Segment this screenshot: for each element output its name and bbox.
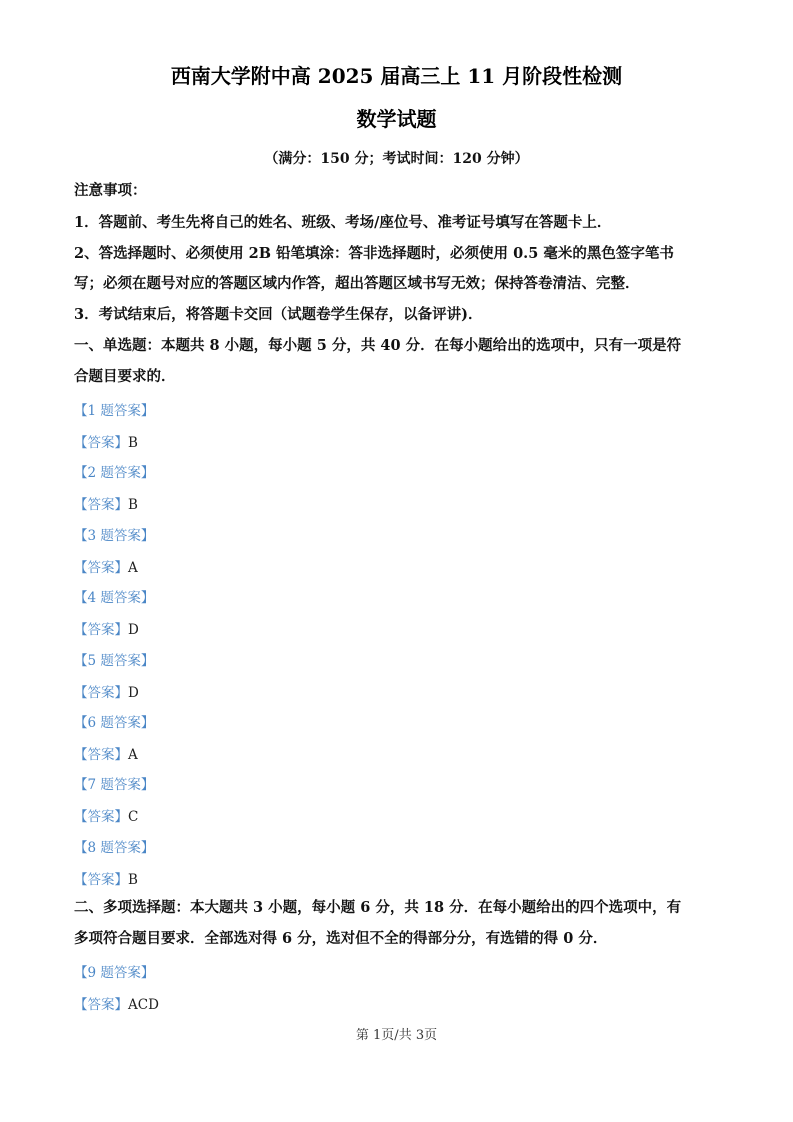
exam-title: 西南大学附中高 2025 届高三上 11 月阶段性检测: [170, 64, 623, 88]
question-label-8: 【8 题答案】: [74, 840, 155, 856]
question-label-9: 【9 题答案】: [74, 965, 155, 981]
answer-prefix: 【答案】: [74, 747, 128, 763]
exam-subject: 数学试题: [356, 107, 437, 131]
answer-prefix: 【答案】: [74, 622, 128, 638]
answer-9: [74, 993, 159, 1013]
answer-value: B: [128, 435, 138, 451]
answer-2: [74, 493, 138, 513]
answer-value: B: [128, 497, 138, 513]
question-label-1: 【1 题答案】: [74, 403, 155, 419]
page-number: 第 1页/共 3页: [355, 1028, 438, 1043]
notes-item-2-line-2: 写；必须在题号对应的答题区域内作答，超出答题区域书写无效；保持答卷清洁、完整．: [74, 275, 640, 292]
notes-heading: 注意事项：: [74, 182, 147, 199]
section-2-heading-line-2: 多项符合题目要求．全部选对得 6 分，选对但不全的得部分分，有选错的得 0 分．: [74, 930, 608, 947]
answer-value: D: [128, 685, 139, 701]
section-2-heading-line-1: 二、多项选择题：本大题共 3 小题，每小题 6 分，共 18 分．在每小题给出的四个选项中，有: [74, 899, 682, 916]
notes-item-1: 1．答题前、考生先将自己的姓名、班级、考场/座位号、准考证号填写在答题卡上．: [74, 214, 612, 231]
answer-prefix: 【答案】: [74, 560, 128, 576]
notes-item-3: 3．考试结束后，将答题卡交回（试题卷学生保存，以备评讲)．: [74, 306, 483, 323]
answer-value: A: [128, 560, 138, 576]
question-label-2: 【2 题答案】: [74, 465, 155, 481]
question-label-3: 【3 题答案】: [74, 528, 155, 544]
answer-1: [74, 431, 138, 451]
answer-value: B: [128, 872, 138, 888]
answer-value: D: [128, 622, 139, 638]
answer-prefix: 【答案】: [74, 497, 128, 513]
answer-prefix: 【答案】: [74, 685, 128, 701]
answer-4: [74, 618, 139, 638]
answer-6: [74, 743, 138, 763]
score-info: （满分：150 分；考试时间：120 分钟）: [264, 151, 529, 167]
answer-value: A: [128, 747, 138, 763]
notes-item-2-line-1: 2、答选择题时、必须使用 2B 铅笔填涂：答非选择题时，必须使用 0.5 毫米的黑色签字笔书: [74, 245, 674, 262]
answer-value: ACD: [128, 997, 159, 1013]
question-label-7: 【7 题答案】: [74, 777, 155, 793]
section-1-heading-line-2: 合题目要求的．: [74, 368, 176, 385]
answer-prefix: 【答案】: [74, 435, 128, 451]
answer-prefix: 【答案】: [74, 872, 128, 888]
section-1-heading-line-1: 一、单选题：本题共 8 小题，每小题 5 分，共 40 分．在每小题给出的选项中，只有一项是符: [74, 337, 682, 354]
question-label-6: 【6 题答案】: [74, 715, 155, 731]
answer-3: [74, 556, 138, 576]
answer-8: [74, 868, 138, 888]
answer-value: C: [128, 809, 139, 825]
answer-prefix: 【答案】: [74, 809, 128, 825]
answer-prefix: 【答案】: [74, 997, 128, 1013]
question-label-4: 【4 题答案】: [74, 590, 155, 606]
answer-5: [74, 681, 139, 701]
question-label-5: 【5 题答案】: [74, 653, 155, 669]
answer-7: [74, 805, 138, 825]
